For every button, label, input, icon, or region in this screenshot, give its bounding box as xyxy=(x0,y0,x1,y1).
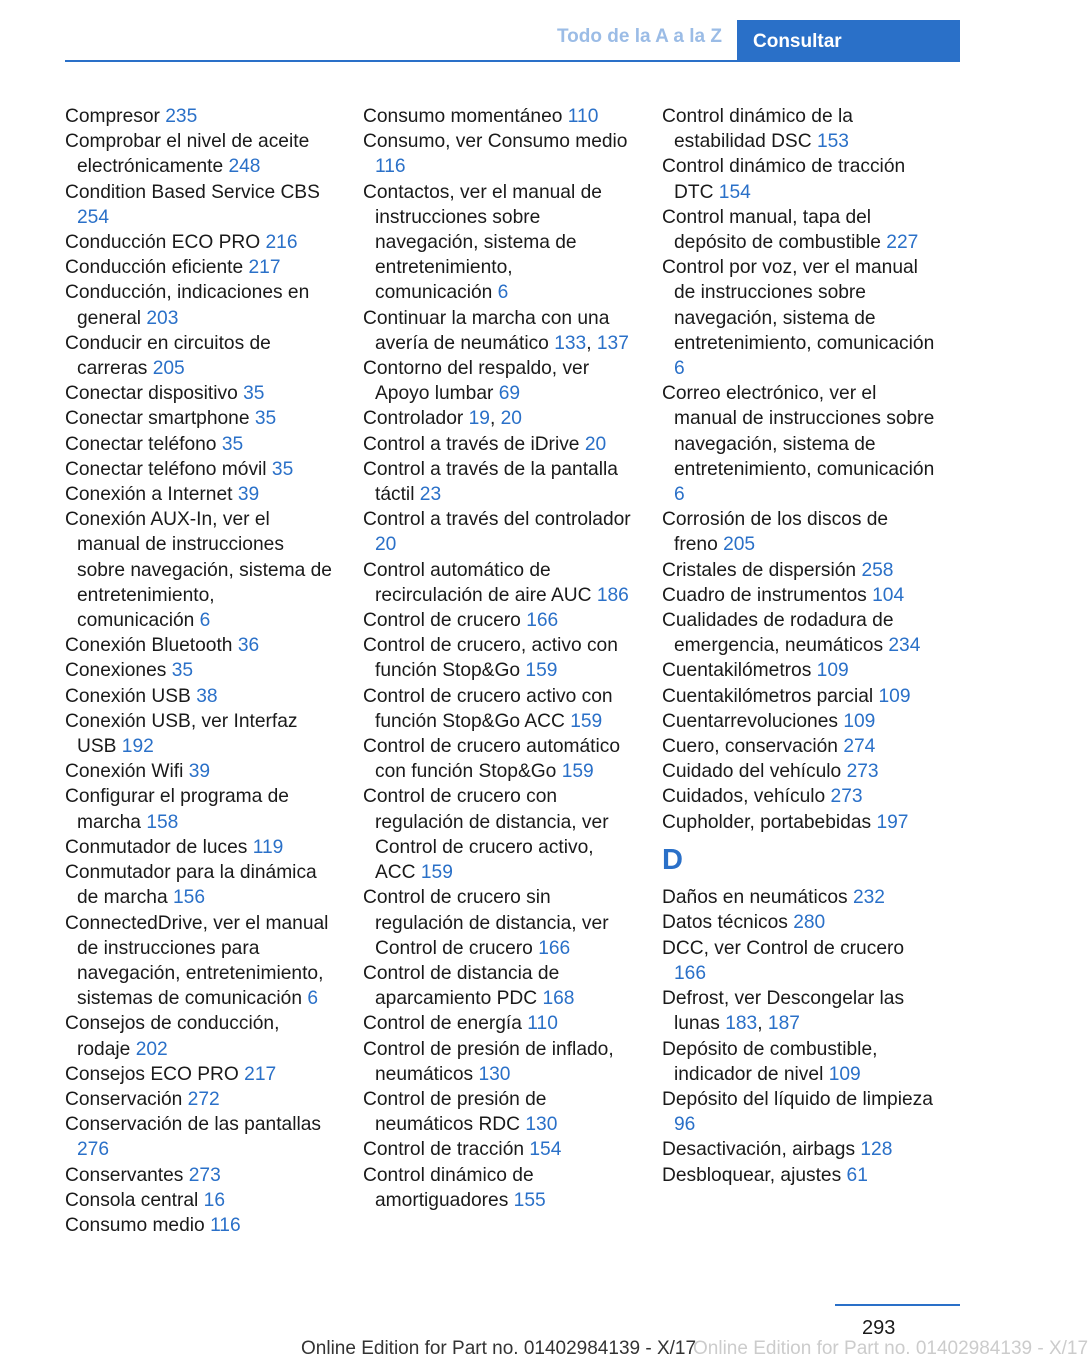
page-link[interactable]: 153 xyxy=(816,131,849,153)
edition-footer: Online Edition for Part no. 01402984139 - X/17 xyxy=(301,1338,697,1359)
entry-text: Control automático de recirculación de aire AUC xyxy=(363,559,592,606)
page-link[interactable]: 159 xyxy=(561,761,594,783)
entry-text: Conexión AUX-In, ver el manual de instrucciones sobre navegación, sistema de entretenimiento, comunicación xyxy=(65,509,332,632)
index-entry xyxy=(662,558,937,583)
page-link[interactable]: 116 xyxy=(375,156,406,178)
entry-text: Conservación xyxy=(65,1088,183,1110)
entry-text: Configurar el programa de marcha xyxy=(65,786,289,833)
entry-text: DCC, ver Control de crucero xyxy=(662,937,905,959)
page-link[interactable]: 19 xyxy=(468,408,490,430)
index-entry: Defrost, ver Descongelar las lunas 183, 187 xyxy=(662,988,905,1035)
tab-section[interactable]: Todo de la A a la Z xyxy=(556,26,722,47)
page-link[interactable]: 16 xyxy=(203,1189,226,1211)
index-entry xyxy=(65,104,335,129)
page-link[interactable]: 130 xyxy=(525,1114,558,1136)
entry-text: Consejos ECO PRO xyxy=(65,1063,239,1085)
index-entry xyxy=(363,507,633,557)
page-number: 293 xyxy=(862,1317,896,1339)
entry-text: Control de tracción xyxy=(363,1139,525,1161)
index-entry xyxy=(65,432,335,457)
index-entry xyxy=(65,784,335,834)
page-link[interactable]: 130 xyxy=(478,1063,511,1085)
page-link[interactable]: 39 xyxy=(237,484,260,506)
page-link[interactable]: 234 xyxy=(888,635,921,657)
page-link[interactable]: 35 xyxy=(254,408,277,430)
page-link[interactable]: 20 xyxy=(500,408,522,430)
index-entry xyxy=(65,129,335,179)
entry-text: Conexión USB, ver Interfaz USB xyxy=(65,710,298,758)
page-link[interactable]: 6 xyxy=(674,484,685,506)
index-entry xyxy=(662,205,937,255)
entry-text: Continuar la marcha con una avería de neumático xyxy=(363,307,610,354)
entry-text: Control de crucero activo con función Stop&Go ACC xyxy=(363,685,613,732)
page-link[interactable]: 197 xyxy=(876,811,909,833)
entry-text: Conmutador para la dinámica de marcha xyxy=(65,862,317,909)
index-entry xyxy=(65,507,335,633)
page-link[interactable]: 35 xyxy=(243,383,265,405)
index-entry xyxy=(662,684,937,709)
entry-text: Condition Based Service CBS xyxy=(65,181,320,203)
entry-text: Datos técnicos xyxy=(662,912,788,934)
index-entry xyxy=(662,784,937,809)
index-entry xyxy=(363,734,633,784)
entry-text: Contactos, ver el manual de instrucciones sobre navegación, sistema de entretenimiento, comunicación xyxy=(363,181,602,304)
entry-text: Cupholder, portabebidas xyxy=(662,811,872,833)
page-link[interactable]: 110 xyxy=(567,106,599,127)
entry-text: Defrost, ver Descongelar las lunas xyxy=(662,988,905,1035)
index-entry xyxy=(662,734,937,759)
page-link[interactable]: 254 xyxy=(77,206,110,228)
entry-text: Conexiones xyxy=(65,660,167,682)
page-link[interactable]: 183 xyxy=(725,1013,758,1035)
entry-text: Consumo medio xyxy=(65,1214,205,1236)
index-entry xyxy=(65,1087,335,1112)
index-entry xyxy=(65,759,335,784)
entry-text: Conexión a Internet xyxy=(65,484,233,506)
entry-text: Cristales de dispersión xyxy=(662,559,857,581)
entry-text: Consumo momentáneo xyxy=(363,106,563,127)
page-link[interactable]: 280 xyxy=(793,912,826,934)
entry-text: Cuidado del vehículo xyxy=(662,761,842,783)
page-link[interactable]: 36 xyxy=(237,635,260,657)
page-link[interactable]: 232 xyxy=(852,887,885,909)
index-column-3 xyxy=(662,104,937,1188)
page-link[interactable]: 159 xyxy=(525,660,558,682)
index-entry xyxy=(662,104,937,154)
page-link[interactable]: 38 xyxy=(196,685,218,707)
entry-text: Conexión Bluetooth xyxy=(65,635,233,657)
index-entry xyxy=(65,1011,335,1061)
entry-text: Conducción eficiente xyxy=(65,257,244,279)
page-link[interactable]: 166 xyxy=(526,610,559,632)
entry-text: Depósito de combustible, indicador de nivel xyxy=(662,1038,878,1085)
index-entry xyxy=(363,457,633,507)
page-link[interactable]: 6 xyxy=(674,358,685,380)
entry-text: Cuentakilómetros parcial xyxy=(662,685,874,707)
entry-text: Consola central xyxy=(65,1189,199,1211)
page-link[interactable]: 272 xyxy=(187,1088,220,1110)
page-link[interactable]: 116 xyxy=(210,1214,241,1236)
entry-text: Control a través de iDrive xyxy=(363,433,580,455)
index-entry xyxy=(363,1163,633,1213)
index-entry xyxy=(65,457,335,482)
page-link[interactable]: 35 xyxy=(271,458,294,480)
page-link[interactable]: 158 xyxy=(146,811,179,833)
entry-text: Contorno del respaldo, ver Apoyo lumbar xyxy=(363,358,590,405)
page-link[interactable]: 23 xyxy=(419,484,442,506)
index-entry xyxy=(363,1137,633,1162)
page-link[interactable]: 61 xyxy=(846,1164,868,1186)
page-link[interactable]: 217 xyxy=(248,257,281,279)
entry-text: Consejos de conducción, rodaje xyxy=(65,1013,280,1060)
page-link[interactable]: 6 xyxy=(307,988,319,1010)
entry-text: Conectar teléfono xyxy=(65,433,217,455)
index-entry xyxy=(662,583,937,608)
page-link[interactable]: 205 xyxy=(723,534,756,556)
index-entry xyxy=(65,1062,335,1087)
index-entry xyxy=(65,482,335,507)
page-link[interactable]: 273 xyxy=(188,1164,221,1186)
page-link[interactable]: 119 xyxy=(252,836,284,858)
entry-text: Desactivación, airbags xyxy=(662,1139,856,1161)
index-entry xyxy=(65,835,335,860)
entry-text: Conexión USB xyxy=(65,685,191,707)
index-entry xyxy=(662,810,937,835)
index-entry xyxy=(363,608,633,633)
page-link[interactable]: 109 xyxy=(878,685,911,707)
index-column-1 xyxy=(65,104,335,1238)
page-link[interactable]: 216 xyxy=(265,232,298,254)
entry-text: Cuentakilómetros xyxy=(662,660,812,682)
index-entry xyxy=(65,633,335,658)
entry-text: Control por voz, ver el manual de instrucciones sobre navegación, sistema de entretenimiento, comunicación xyxy=(662,257,935,354)
index-entry xyxy=(662,381,937,507)
section-letter: D xyxy=(662,843,683,876)
entry-text: Control de crucero con regulación de distancia, ver Control de crucero activo, ACC xyxy=(363,786,609,884)
index-entry xyxy=(65,255,335,280)
page-link[interactable]: 133 xyxy=(554,332,587,354)
page-link[interactable]: 274 xyxy=(843,736,876,758)
page-link[interactable]: 273 xyxy=(830,786,863,808)
page-link[interactable]: 109 xyxy=(828,1063,861,1085)
page-link[interactable]: 109 xyxy=(816,660,849,682)
entry-text: Conducción ECO PRO xyxy=(65,232,261,254)
index-entry xyxy=(662,936,937,986)
page-link[interactable]: 168 xyxy=(542,988,575,1010)
index-entry xyxy=(363,129,633,179)
index-entry xyxy=(363,784,633,885)
page-link[interactable]: 137 xyxy=(596,332,629,354)
page-link[interactable]: 276 xyxy=(77,1139,110,1161)
page-link[interactable]: 159 xyxy=(570,710,603,732)
index-entry xyxy=(65,406,335,431)
page-link[interactable]: 155 xyxy=(513,1189,546,1211)
index-entry: Controlador 19, 20 xyxy=(363,408,522,430)
index-entry xyxy=(363,180,633,306)
entry-text: Depósito del líquido de limpieza xyxy=(662,1088,933,1110)
index-entry xyxy=(662,1163,937,1188)
entry-text: Controlador xyxy=(363,408,464,430)
page-link[interactable]: 6 xyxy=(199,610,211,632)
index-entry xyxy=(363,633,633,683)
entry-text: Control de crucero sin regulación de distancia, ver Control de crucero xyxy=(363,887,609,959)
footer-rule xyxy=(835,1304,960,1306)
index-entry xyxy=(662,255,937,381)
entry-text: Control de crucero automático con función Stop&Go xyxy=(363,736,621,783)
entry-text: Conectar smartphone xyxy=(65,408,250,430)
entry-text: Cuentarrevoluciones xyxy=(662,710,838,732)
index-entry xyxy=(363,961,633,1011)
page-link[interactable]: 235 xyxy=(165,106,198,127)
page-link[interactable]: 128 xyxy=(860,1139,893,1161)
entry-text: Control dinámico de tracción DTC xyxy=(662,156,906,203)
entry-text: Control de crucero xyxy=(363,610,521,632)
index-entry xyxy=(363,356,633,406)
index-column-2 xyxy=(363,104,633,1213)
entry-text: Comprobar el nivel de aceite electrónicamente xyxy=(65,131,310,178)
index-entry xyxy=(65,860,335,910)
page-link[interactable]: 258 xyxy=(861,559,894,581)
index-entry xyxy=(65,1188,335,1213)
page-link[interactable]: 154 xyxy=(718,181,751,203)
index-entry xyxy=(363,1087,633,1137)
page-link[interactable]: 202 xyxy=(135,1038,168,1060)
index-entry xyxy=(662,759,937,784)
index-entry xyxy=(662,608,937,658)
page-link[interactable]: 96 xyxy=(674,1114,696,1136)
page-link[interactable]: 159 xyxy=(420,862,453,884)
index-entry xyxy=(662,709,937,734)
page-link[interactable]: 20 xyxy=(584,433,607,455)
index-entry xyxy=(662,1137,937,1162)
index-entry xyxy=(662,1087,937,1137)
index-entry xyxy=(65,180,335,230)
entry-text: Control dinámico de la estabilidad DSC xyxy=(662,106,853,153)
page-link[interactable]: 20 xyxy=(375,534,397,556)
entry-text: Conducción, indicaciones en general xyxy=(65,282,310,329)
page-link[interactable]: 69 xyxy=(498,383,521,405)
index-entry xyxy=(65,658,335,683)
index-entry xyxy=(662,154,937,204)
index-entry xyxy=(363,104,633,129)
watermark: Online Edition for Part no. 01402984139 - X/17 xyxy=(693,1338,1088,1359)
page-link[interactable]: 166 xyxy=(674,962,707,984)
entry-text: Control a través de la pantalla táctil xyxy=(363,458,618,506)
page-link[interactable]: 273 xyxy=(846,761,879,783)
page-link[interactable]: 109 xyxy=(843,710,876,732)
entry-text: Control de crucero, activo con función Stop&Go xyxy=(363,635,618,682)
page-link[interactable]: 6 xyxy=(497,282,509,304)
entry-text: Daños en neumáticos xyxy=(662,887,848,909)
index-entry xyxy=(363,1037,633,1087)
entry-text: Conectar teléfono móvil xyxy=(65,458,267,480)
page-link[interactable]: 227 xyxy=(886,232,919,254)
entry-text: Cuidados, vehículo xyxy=(662,786,826,808)
index-entry xyxy=(662,1037,937,1087)
entry-text: Control de presión de inflado, neumáticos xyxy=(363,1038,614,1085)
page-link[interactable]: 217 xyxy=(244,1063,277,1085)
page-link[interactable]: 203 xyxy=(146,307,179,329)
entry-text: Cuadro de instrumentos xyxy=(662,584,867,606)
page-link[interactable]: 248 xyxy=(228,156,261,178)
entry-text: Desbloquear, ajustes xyxy=(662,1164,842,1186)
index-entry xyxy=(65,684,335,709)
index-entry xyxy=(363,885,633,961)
entry-text: Control a través del controlador xyxy=(363,509,631,531)
page-link[interactable]: 205 xyxy=(152,358,185,380)
index-entry xyxy=(363,558,633,608)
index-entry xyxy=(65,381,335,406)
entry-text: Conducir en circuitos de carreras xyxy=(65,332,271,380)
entry-text: Control dinámico de amortiguadores xyxy=(363,1164,534,1211)
index-entry xyxy=(65,280,335,330)
page-link[interactable]: 110 xyxy=(527,1013,558,1035)
page-link[interactable]: 104 xyxy=(872,584,905,606)
entry-text: Conmutador de luces xyxy=(65,836,248,858)
page-link[interactable]: 154 xyxy=(529,1139,562,1161)
entry-text: Control de presión de neumáticos RDC xyxy=(363,1088,547,1136)
entry-text: Correo electrónico, ver el manual de instrucciones sobre navegación, sistema de entretenimiento, comunicación xyxy=(662,383,935,480)
index-entry xyxy=(363,1011,633,1036)
index-entry xyxy=(363,432,633,457)
page-link[interactable]: 187 xyxy=(767,1013,800,1035)
entry-text: Conexión Wifi xyxy=(65,761,184,783)
entry-text: Compresor xyxy=(65,106,160,127)
index-entry xyxy=(65,709,335,759)
entry-text: ConnectedDrive, ver el manual de instrucciones para navegación, entretenimiento, sistemas de comunicación xyxy=(65,912,329,1010)
entry-text: Control de energía xyxy=(363,1013,522,1035)
entry-text: Consumo, ver Consumo medio xyxy=(363,131,628,153)
entry-text: Cualidades de rodadura de emergencia, neumáticos xyxy=(662,610,894,657)
index-entry xyxy=(363,684,633,734)
page-link[interactable]: 35 xyxy=(221,433,244,455)
page-link[interactable]: 186 xyxy=(596,584,629,606)
index-entry xyxy=(662,885,937,910)
page-link[interactable]: 156 xyxy=(173,887,206,909)
index-entry xyxy=(65,1112,335,1162)
tab-chapter[interactable]: Consultar xyxy=(737,20,960,62)
entry-text: Conectar dispositivo xyxy=(65,383,238,405)
page-link[interactable]: 35 xyxy=(171,660,194,682)
page-link[interactable]: 39 xyxy=(188,761,211,783)
index-entry xyxy=(65,911,335,1012)
entry-text: Corrosión de los discos de freno xyxy=(662,509,889,556)
entry-text: Conservación de las pantallas xyxy=(65,1114,321,1136)
index-entry xyxy=(65,230,335,255)
index-entry xyxy=(662,658,937,683)
index-entry xyxy=(65,1213,335,1238)
entry-text: Conservantes xyxy=(65,1164,184,1186)
page-link[interactable]: 192 xyxy=(121,736,154,758)
page-link[interactable]: 166 xyxy=(538,937,571,959)
index-entry xyxy=(662,507,937,557)
index-entry xyxy=(65,1163,335,1188)
entry-text: Cuero, conservación xyxy=(662,736,838,758)
entry-text: Control manual, tapa del depósito de combustible xyxy=(662,206,881,254)
index-entry xyxy=(65,331,335,381)
index-entry xyxy=(662,910,937,935)
entry-text: Control de distancia de aparcamiento PDC xyxy=(363,962,560,1010)
index-entry: Continuar la marcha con una avería de neumático 133, 137 xyxy=(363,307,629,354)
